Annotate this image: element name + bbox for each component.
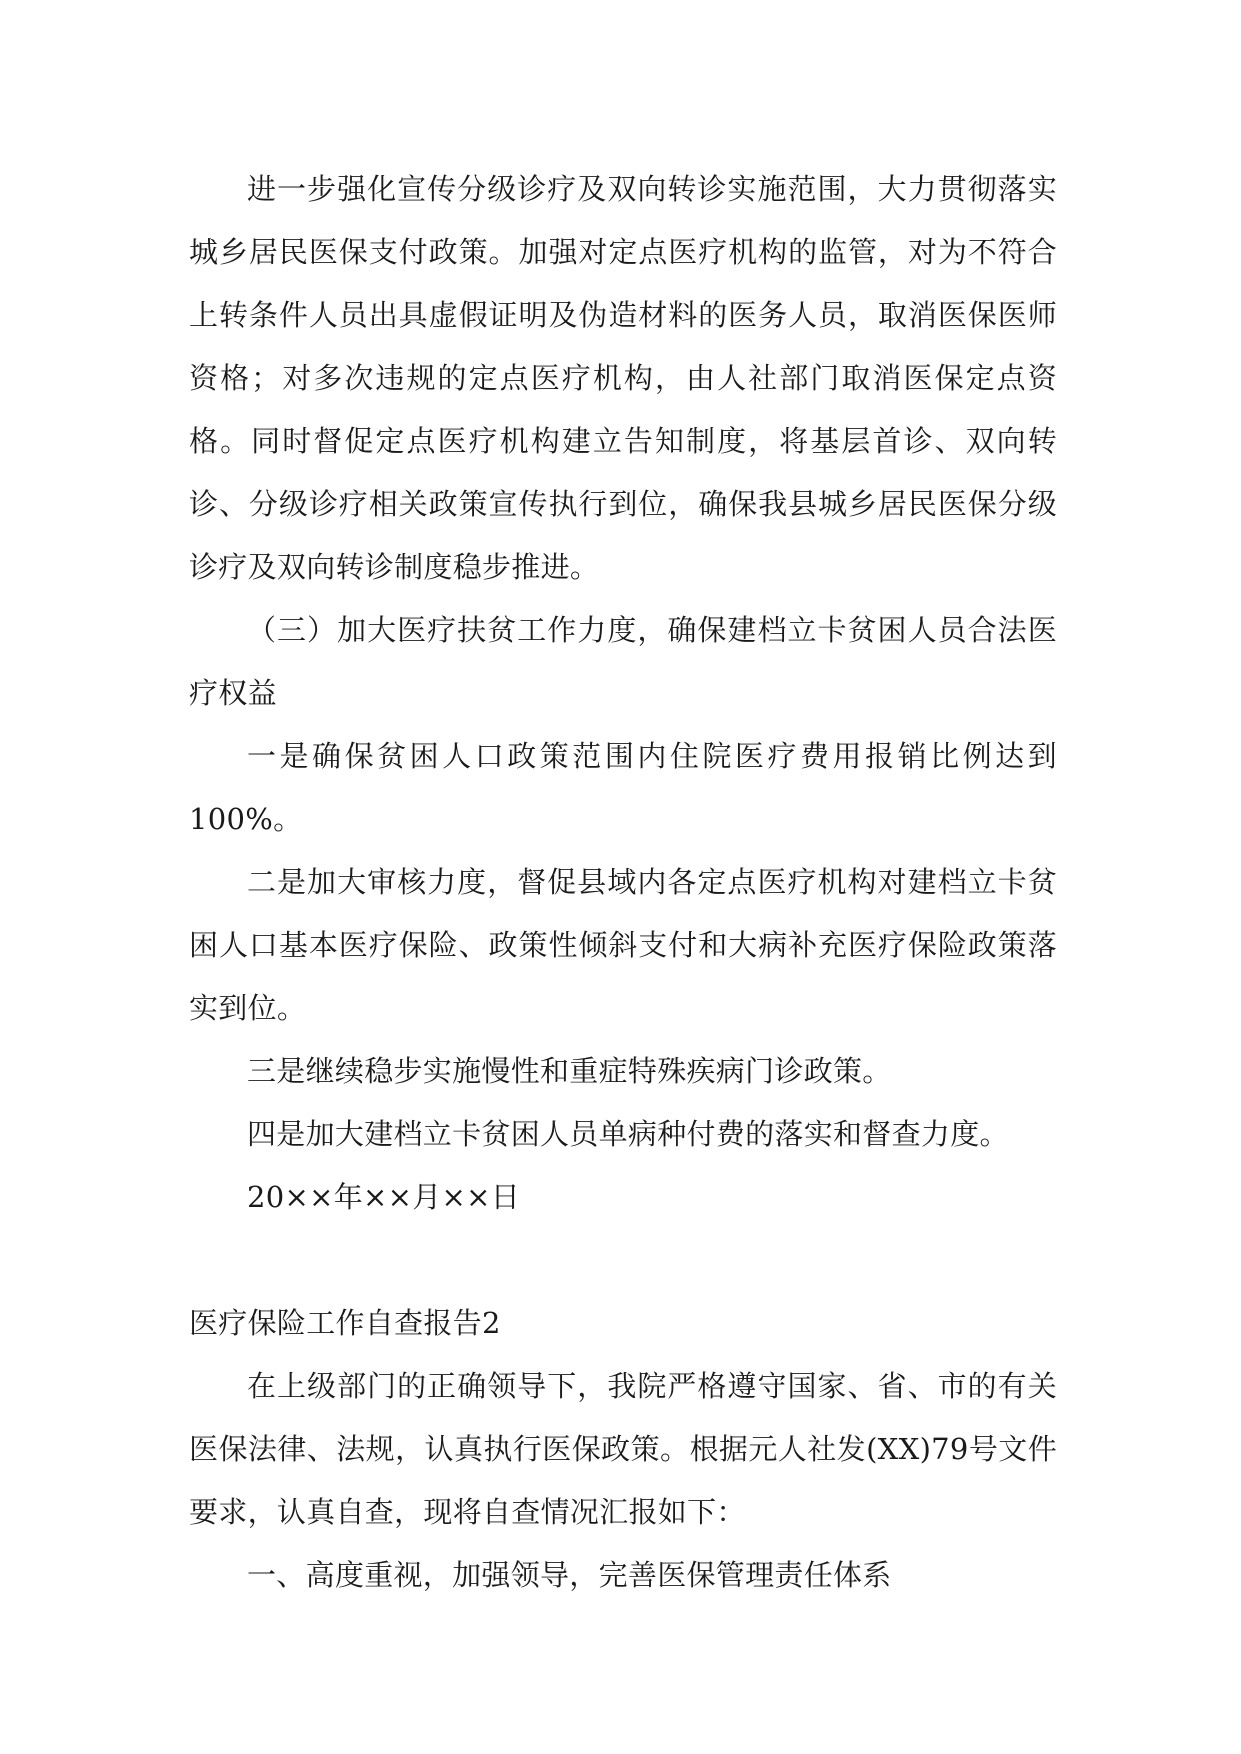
report-title: 医疗保险工作自查报告2: [189, 1306, 501, 1340]
document-body: [189, 158, 1057, 1607]
paragraph-item-one: 一是确保贫困人口政策范围内住院医疗费用报销比例达到100%。: [189, 739, 1057, 836]
date-line: 20××年××月××日: [247, 1180, 520, 1214]
paragraph-item-four: 四是加大建档立卡贫困人员单病种付费的落实和督查力度。: [247, 1117, 1009, 1151]
paragraph-report-intro: 在上级部门的正确领导下，我院严格遵守国家、省、市的有关医保法律、法规，认真执行医保政策。根据元人社发(XX)79号文件要求，认真自查，现将自查情况汇报如下：: [189, 1369, 1057, 1529]
paragraph-item-two: 二是加大审核力度，督促县域内各定点医疗机构对建档立卡贫困人口基本医疗保险、政策性倾斜支付和大病补充医疗保险政策落实到位。: [189, 865, 1057, 1025]
section-heading-poverty-relief: （三）加大医疗扶贫工作力度，确保建档立卡贫困人员合法医疗权益: [189, 613, 1057, 710]
section-heading-leadership: 一、高度重视，加强领导，完善医保管理责任体系: [247, 1558, 892, 1592]
blank-line: [189, 1229, 1057, 1292]
paragraph-item-three: 三是继续稳步实施慢性和重症特殊疾病门诊政策。: [247, 1054, 892, 1088]
paragraph-referral-policy: 进一步强化宣传分级诊疗及双向转诊实施范围，大力贯彻落实城乡居民医保支付政策。加强对定点医疗机构的监管，对为不符合上转条件人员出具虚假证明及伪造材料的医务人员，取消医保医师资格；对多次违规的定点医疗机构，由人社部门取消医保定点资格。同时督促定点医疗机构建立告知制度，将基层首诊、双向转诊、分级诊疗相关政策宣传执行到位，确保我县城乡居民医保分级诊疗及双向转诊制度稳步推进。: [189, 172, 1057, 584]
